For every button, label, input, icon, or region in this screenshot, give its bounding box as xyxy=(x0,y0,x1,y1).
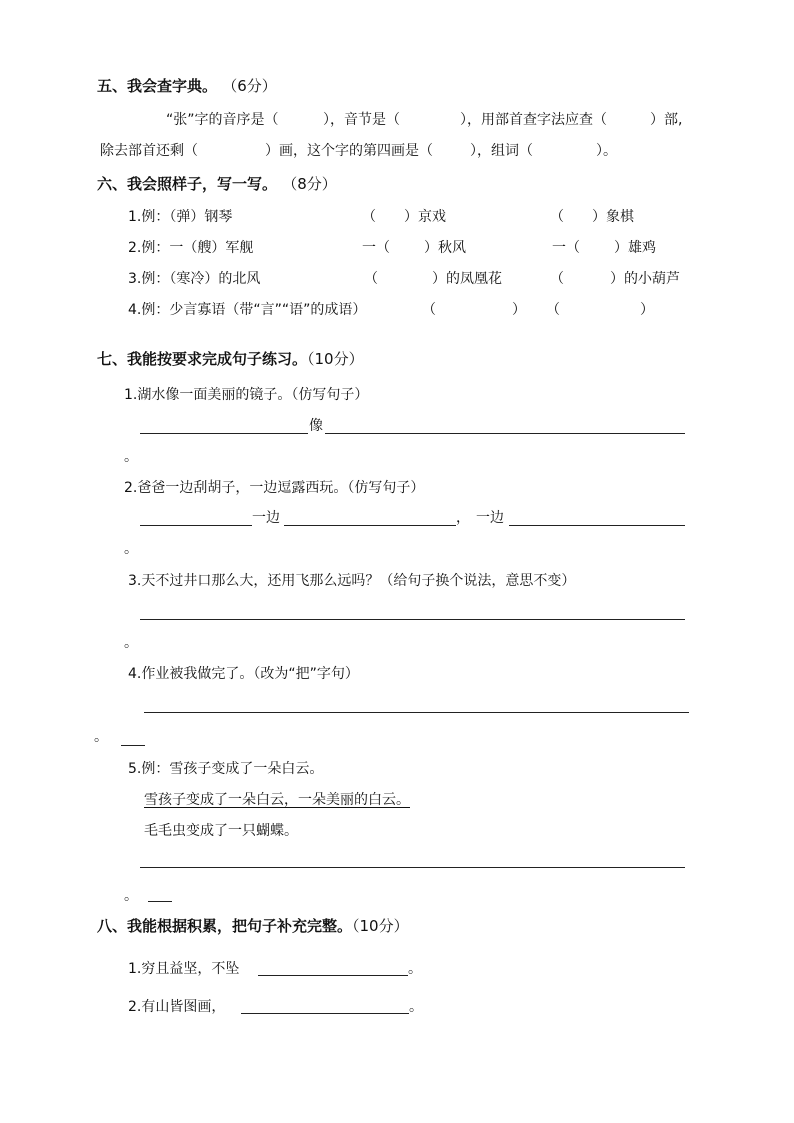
s7-q1-text: 1.湖水像一面美丽的镜子。（仿写句子） xyxy=(124,387,369,403)
s7-q2-word-1: 一边 xyxy=(252,510,280,526)
s6-row4-b-close: ） xyxy=(640,302,654,318)
section-8-points: （10分） xyxy=(352,917,409,935)
section-7-points: （10分） xyxy=(307,350,364,368)
s6-row2-a-close: ）秋风 xyxy=(424,240,466,256)
s5-line2-d: ）。 xyxy=(596,143,617,159)
s6-row4-example: 4.例：少言寡语（带“言”“语”的成语） xyxy=(128,302,367,318)
s8-q1-text: 1.穷且益坚，不坠 xyxy=(128,961,240,977)
s5-line2-a: 除去部首还剩（ xyxy=(100,143,198,159)
s7-q3-blank[interactable] xyxy=(140,619,685,620)
s6-row2-b-close: ）雄鸡 xyxy=(614,240,656,256)
s7-q5-end: 。 xyxy=(124,888,138,904)
s6-row1-a-open: （ xyxy=(362,209,376,225)
s6-row3-a-open: （ xyxy=(364,271,378,287)
s6-row2-b-open: 一（ xyxy=(552,240,580,256)
s5-line1-c: ），用部首查字法应查（ xyxy=(460,112,607,128)
s6-row3-b-open: （ xyxy=(550,271,564,287)
section-5-title: 五、我会查字典。 xyxy=(97,77,218,95)
s7-q1-word: 像 xyxy=(309,418,323,434)
section-5-points: （6分） xyxy=(222,77,277,95)
s6-row4-a-close: ） xyxy=(512,302,526,318)
s8-q2-blank[interactable] xyxy=(241,1013,409,1014)
s7-q3-text: 3.天不过井口那么大，还用飞那么远吗？（给句子换个说法，意思不变） xyxy=(128,573,576,589)
section-5-heading xyxy=(97,77,277,95)
s6-row3-a-close: ）的凤凰花 xyxy=(432,271,502,287)
s7-q1-end: 。 xyxy=(124,449,138,465)
s7-q2-end: 。 xyxy=(124,541,138,557)
s5-line1-b: ），音节是（ xyxy=(323,112,400,128)
s6-row3-example: 3.例：（寒冷）的北风 xyxy=(128,271,261,287)
s7-q5-blank[interactable] xyxy=(140,867,685,868)
section-8-heading xyxy=(97,917,409,935)
s7-q2-comma: ， xyxy=(456,510,470,526)
s6-row1-a-close: ）京戏 xyxy=(404,209,446,225)
s7-q3-end: 。 xyxy=(124,635,138,651)
section-7-heading xyxy=(97,350,364,368)
s5-line1-d: ）部, xyxy=(650,112,683,128)
section-7-title: 七、我能按要求完成句子练习。 xyxy=(97,350,308,368)
s5-line2-c: ），组词（ xyxy=(470,143,533,159)
s7-q2-word-2: 一边 xyxy=(476,510,504,526)
s6-row3-b-close: ）的小葫芦 xyxy=(610,271,680,287)
s7-q1-blank-2[interactable] xyxy=(325,433,685,434)
s7-q5-task: 毛毛虫变成了一只蝴蝶。 xyxy=(144,823,298,839)
s7-q5-example: 雪孩子变成了一朵白云，一朵美丽的白云。 xyxy=(144,792,410,808)
s8-q1-end: 。 xyxy=(408,961,422,977)
s6-row2-a-open: 一（ xyxy=(362,240,390,256)
section-8-title: 八、我能根据积累，把句子补充完整。 xyxy=(97,917,353,935)
s7-q2-text: 2.爸爸一边刮胡子，一边逗露西玩。（仿写句子） xyxy=(124,480,425,496)
s5-line1-a: “张”字的音序是（ xyxy=(166,112,279,128)
s7-q4-short-line xyxy=(121,745,145,746)
s7-q4-text: 4.作业被我做完了。（改为“把”字句） xyxy=(128,666,359,682)
s6-row1-b-open: （ xyxy=(550,209,564,225)
s6-row1-b-close: ）象棋 xyxy=(592,209,634,225)
s6-row4-a-open: （ xyxy=(422,302,436,318)
s7-q2-blank-3[interactable] xyxy=(509,525,685,526)
s8-q2-end: 。 xyxy=(409,999,423,1015)
s5-line2-b: ）画，这个字的第四画是（ xyxy=(265,143,433,159)
s7-q1-blank-1[interactable] xyxy=(140,433,308,434)
section-6-points: （8分） xyxy=(282,175,337,193)
section-6-title: 六、我会照样子，写一写。 xyxy=(97,175,278,193)
s7-q5-short-line xyxy=(148,901,172,902)
s6-row1-example: 1.例：（弹）钢琴 xyxy=(128,209,233,225)
s7-q2-blank-2[interactable] xyxy=(284,525,456,526)
s7-q5-text: 5.例：雪孩子变成了一朵白云。 xyxy=(128,761,324,777)
s7-q4-blank[interactable] xyxy=(144,712,689,713)
s6-row4-b-open: （ xyxy=(546,302,560,318)
s7-q4-end: 。 xyxy=(94,729,108,745)
s8-q2-text: 2.有山皆图画， xyxy=(128,999,226,1015)
s8-q1-blank[interactable] xyxy=(258,975,408,976)
s6-row2-example: 2.例：一（艘）军舰 xyxy=(128,240,254,256)
s7-q2-blank-1[interactable] xyxy=(140,525,252,526)
section-6-heading xyxy=(97,175,337,193)
